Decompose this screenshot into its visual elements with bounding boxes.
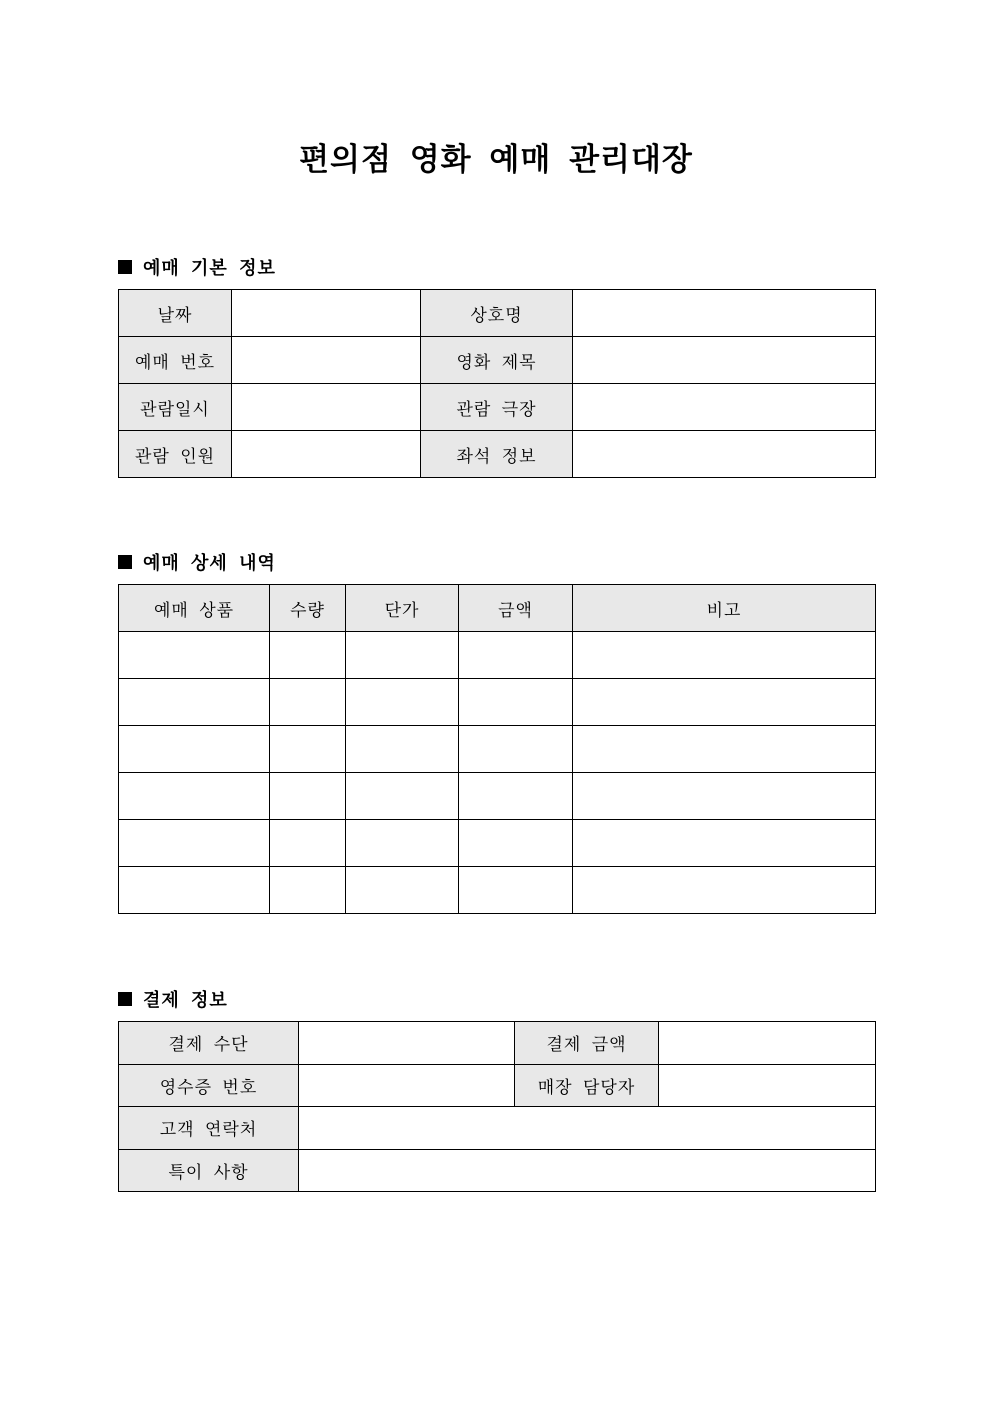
theater-field[interactable] bbox=[573, 384, 876, 431]
audience-count-label: 관람 인원 bbox=[119, 431, 232, 478]
seat-info-field[interactable] bbox=[573, 431, 876, 478]
table-cell[interactable] bbox=[270, 820, 346, 867]
table-row bbox=[119, 632, 876, 679]
movie-title-label: 영화 제목 bbox=[421, 337, 573, 384]
table-cell[interactable] bbox=[573, 632, 876, 679]
table-cell[interactable] bbox=[270, 726, 346, 773]
table-cell[interactable] bbox=[270, 679, 346, 726]
payment-method-field[interactable] bbox=[299, 1022, 515, 1065]
payment-method-label: 결제 수단 bbox=[119, 1022, 299, 1065]
section-heading-basic-info bbox=[118, 254, 276, 280]
section-heading-details bbox=[118, 549, 276, 575]
section-heading-label: 예매 상세 내역 bbox=[143, 553, 276, 574]
receipt-number-label: 영수증 번호 bbox=[119, 1064, 299, 1107]
basic-info-table bbox=[118, 289, 876, 478]
date-label: 날짜 bbox=[119, 290, 232, 337]
table-row bbox=[119, 773, 876, 820]
square-bullet-icon bbox=[118, 992, 132, 1006]
movie-title-field[interactable] bbox=[573, 337, 876, 384]
table-cell[interactable] bbox=[346, 632, 459, 679]
date-field[interactable] bbox=[232, 290, 421, 337]
square-bullet-icon bbox=[118, 260, 132, 274]
section-heading-payment bbox=[118, 986, 228, 1012]
page-title: 편의점 영화 예매 관리대장 bbox=[299, 142, 693, 178]
table-row bbox=[119, 1022, 876, 1065]
booking-number-label: 예매 번호 bbox=[119, 337, 232, 384]
viewing-datetime-field[interactable] bbox=[232, 384, 421, 431]
store-staff-label: 매장 담당자 bbox=[515, 1064, 659, 1107]
section-heading-label: 예매 기본 정보 bbox=[143, 258, 276, 279]
viewing-datetime-label: 관람일시 bbox=[119, 384, 232, 431]
special-notes-field[interactable] bbox=[299, 1149, 876, 1192]
theater-label: 관람 극장 bbox=[421, 384, 573, 431]
table-row bbox=[119, 1107, 876, 1150]
booking-details-table bbox=[118, 584, 876, 914]
booking-number-field[interactable] bbox=[232, 337, 421, 384]
table-cell[interactable] bbox=[459, 867, 573, 914]
square-bullet-icon bbox=[118, 555, 132, 569]
audience-count-field[interactable] bbox=[232, 431, 421, 478]
table-row bbox=[119, 820, 876, 867]
payment-amount-label: 결제 금액 bbox=[515, 1022, 659, 1065]
table-cell[interactable] bbox=[119, 632, 270, 679]
table-row bbox=[119, 431, 876, 478]
table-row bbox=[119, 384, 876, 431]
table-header-row bbox=[119, 585, 876, 632]
table-cell[interactable] bbox=[459, 820, 573, 867]
payment-amount-field[interactable] bbox=[659, 1022, 876, 1065]
column-header-amount: 금액 bbox=[459, 585, 573, 632]
table-cell[interactable] bbox=[119, 820, 270, 867]
store-staff-field[interactable] bbox=[659, 1064, 876, 1107]
customer-contact-field[interactable] bbox=[299, 1107, 876, 1150]
table-cell[interactable] bbox=[119, 726, 270, 773]
table-cell[interactable] bbox=[270, 867, 346, 914]
table-row bbox=[119, 726, 876, 773]
table-cell[interactable] bbox=[573, 773, 876, 820]
column-header-quantity: 수량 bbox=[270, 585, 346, 632]
table-cell[interactable] bbox=[346, 867, 459, 914]
table-cell[interactable] bbox=[346, 820, 459, 867]
seat-info-label: 좌석 정보 bbox=[421, 431, 573, 478]
table-cell[interactable] bbox=[346, 773, 459, 820]
table-cell[interactable] bbox=[346, 679, 459, 726]
table-cell[interactable] bbox=[573, 679, 876, 726]
table-cell[interactable] bbox=[270, 632, 346, 679]
table-cell[interactable] bbox=[573, 726, 876, 773]
receipt-number-field[interactable] bbox=[299, 1064, 515, 1107]
table-cell[interactable] bbox=[270, 773, 346, 820]
table-cell[interactable] bbox=[459, 679, 573, 726]
table-cell[interactable] bbox=[573, 820, 876, 867]
section-heading-label: 결제 정보 bbox=[143, 990, 228, 1011]
table-cell[interactable] bbox=[346, 726, 459, 773]
table-cell[interactable] bbox=[119, 773, 270, 820]
table-row bbox=[119, 1064, 876, 1107]
table-row bbox=[119, 1149, 876, 1192]
table-cell[interactable] bbox=[119, 867, 270, 914]
store-name-field[interactable] bbox=[573, 290, 876, 337]
table-row bbox=[119, 679, 876, 726]
payment-info-table bbox=[118, 1021, 876, 1192]
table-row bbox=[119, 867, 876, 914]
store-name-label: 상호명 bbox=[421, 290, 573, 337]
table-row bbox=[119, 337, 876, 384]
special-notes-label: 특이 사항 bbox=[119, 1149, 299, 1192]
table-cell[interactable] bbox=[459, 773, 573, 820]
table-row bbox=[119, 290, 876, 337]
table-cell[interactable] bbox=[119, 679, 270, 726]
column-header-unit-price: 단가 bbox=[346, 585, 459, 632]
table-cell[interactable] bbox=[459, 726, 573, 773]
column-header-item: 예매 상품 bbox=[119, 585, 270, 632]
table-cell[interactable] bbox=[573, 867, 876, 914]
customer-contact-label: 고객 연락처 bbox=[119, 1107, 299, 1150]
table-cell[interactable] bbox=[459, 632, 573, 679]
column-header-remarks: 비고 bbox=[573, 585, 876, 632]
